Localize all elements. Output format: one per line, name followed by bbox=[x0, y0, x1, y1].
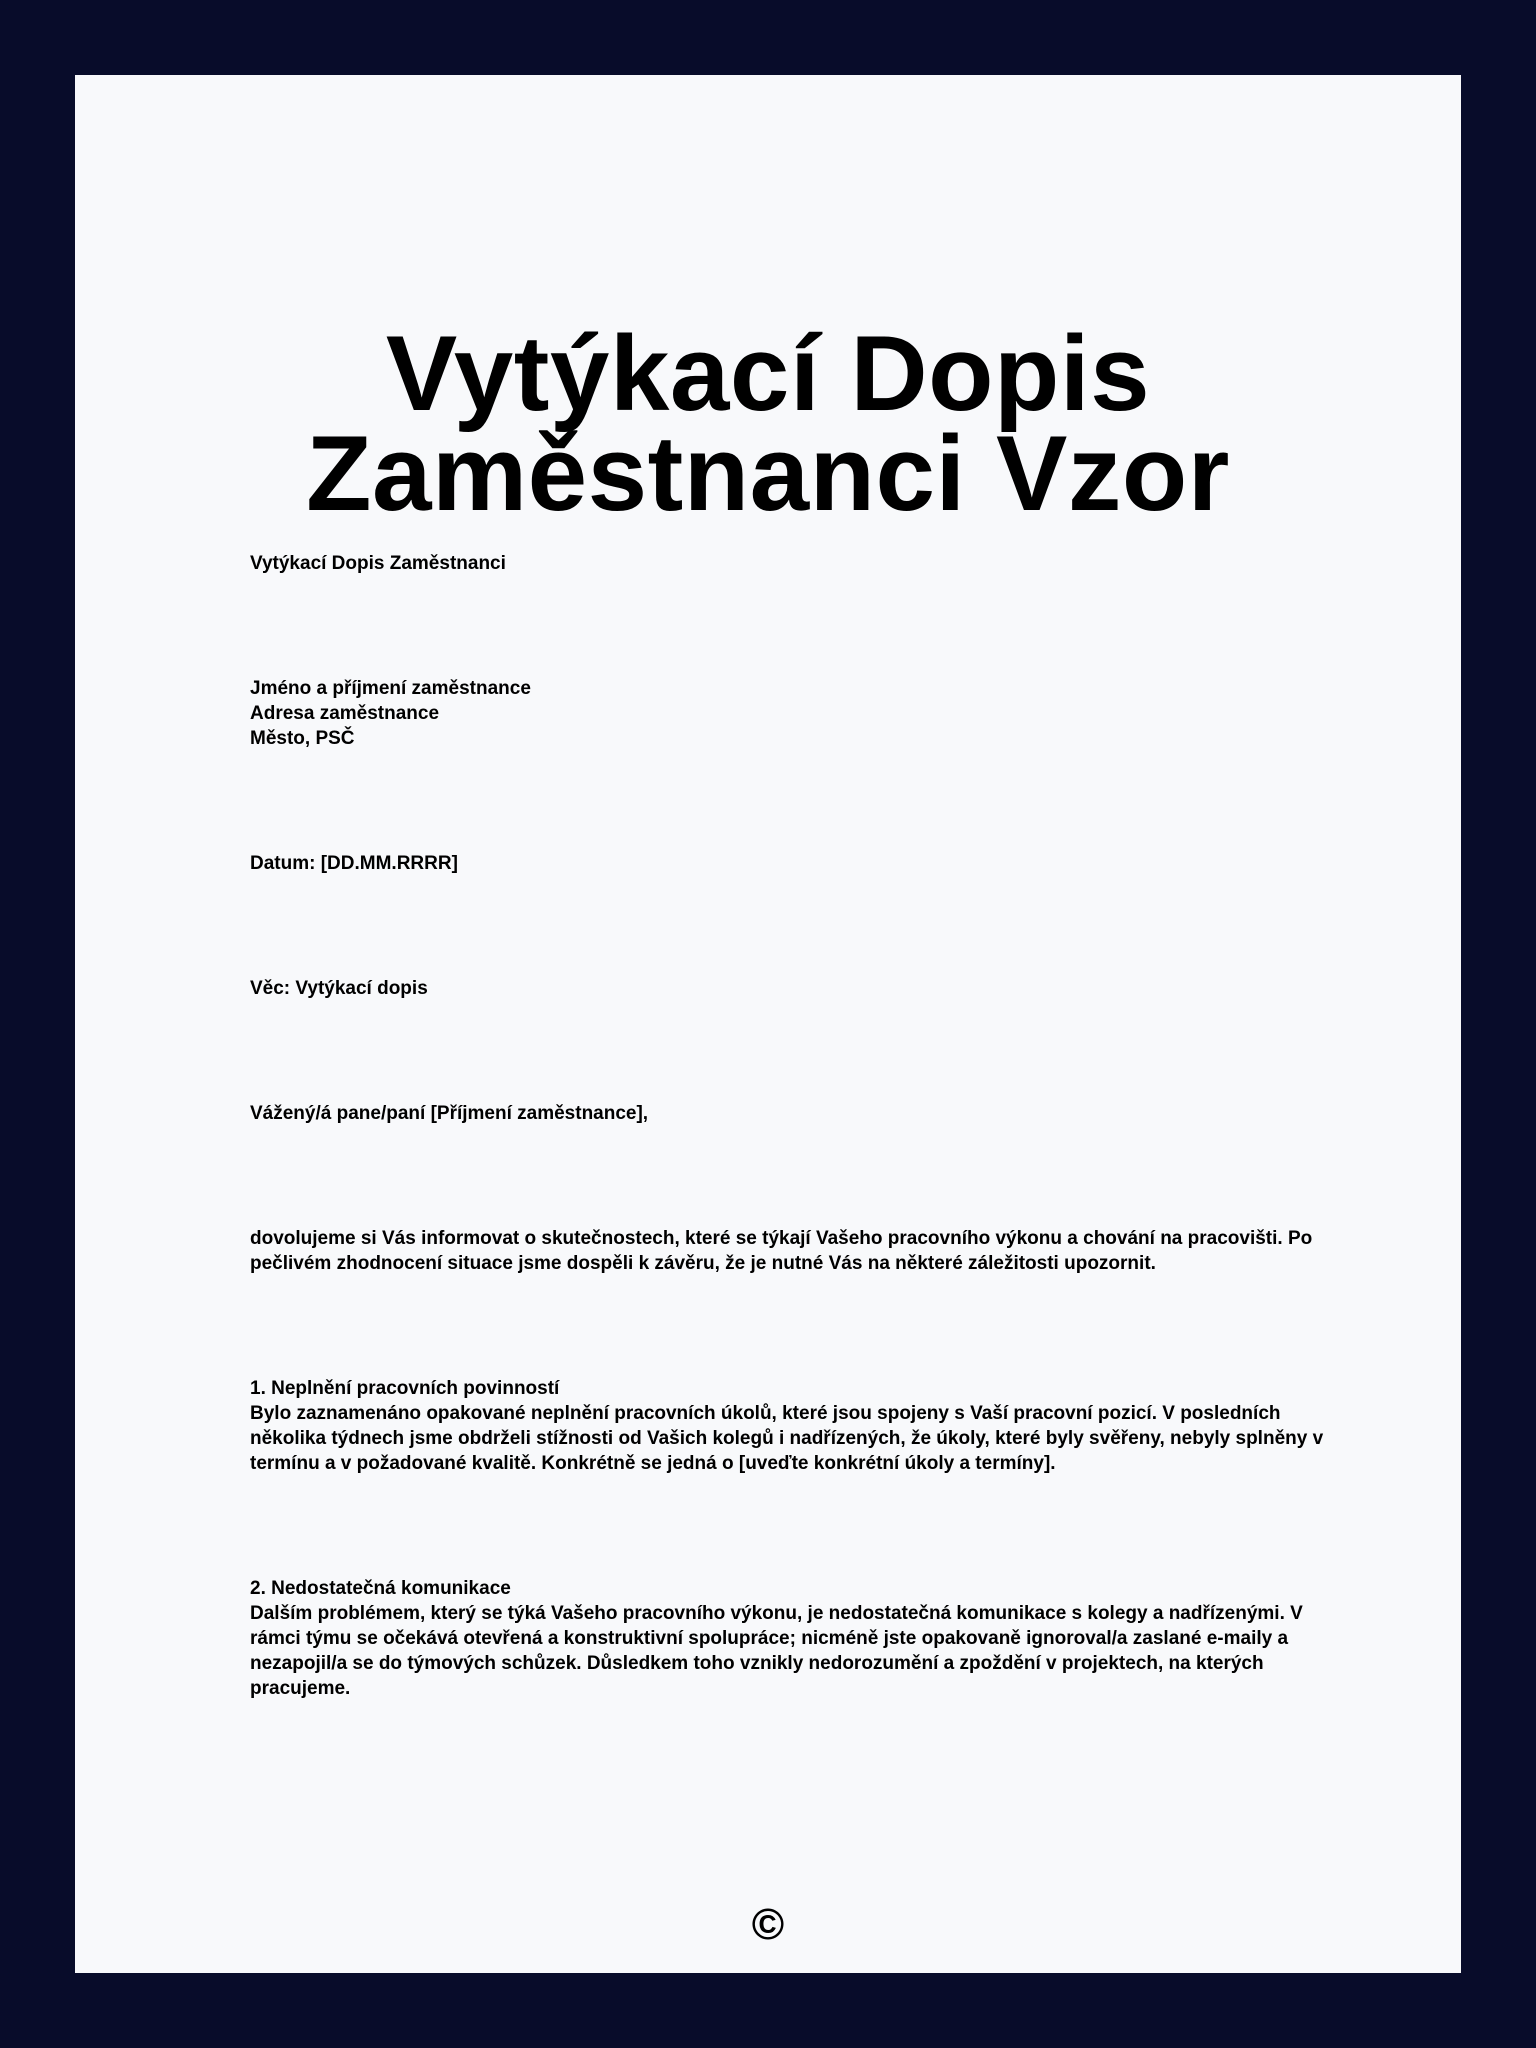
document-page bbox=[75, 75, 1461, 1973]
section-1 bbox=[250, 1376, 1350, 1476]
recipient-city: Město, PSČ bbox=[250, 728, 355, 749]
section-2-heading: 2. Nedostatečná komunikace bbox=[250, 1578, 511, 1599]
section-1-heading: 1. Neplnění pracovních povinností bbox=[250, 1378, 560, 1399]
letter-subject-text: Věc: Vytýkací dopis bbox=[250, 978, 428, 999]
letter-salutation bbox=[250, 1101, 1350, 1126]
letter-intro bbox=[250, 1226, 1350, 1276]
letter-body bbox=[250, 551, 1350, 1801]
letter-date bbox=[250, 851, 1350, 876]
letter-intro-text: dovolujeme si Vás informovat o skutečnostech, které se týkají Vašeho pracovního výkonu a chování na pracovišti. Po pečlivém zhodnocení situace jsme dospěli k závěru, že je nutné Vás na některé záležitosti upozornit. bbox=[250, 1228, 1313, 1274]
section-2 bbox=[250, 1576, 1350, 1701]
copyright-icon: © bbox=[751, 1900, 785, 1949]
letter-subject bbox=[250, 976, 1350, 1001]
section-1-text: Bylo zaznamenáno opakované neplnění pracovních úkolů, které jsou spojeny s Vaší pracovní pozicí. V posledních několika týdnech jsme obdrželi stížnosti od Vašich kolegů i nadřízených, že úkoly, které byly svěřeny, nebyly splněny v termínu a v požadované kvalitě. Konkrétně se jedná o [uveďte konkrétní úkoly a termíny]. bbox=[250, 1403, 1324, 1474]
recipient-name: Jméno a příjmení zaměstnance bbox=[250, 678, 531, 699]
letter-salutation-text: Vážený/á pane/paní [Příjmení zaměstnance], bbox=[250, 1103, 649, 1124]
document-title: Vytýkací Dopis Zaměstnanci Vzor bbox=[306, 313, 1230, 533]
section-2-text: Dalším problémem, který se týká Vašeho pracovního výkonu, je nedostatečná komunikace s kolegy a nadřízenými. V rámci týmu se očekává otevřená a konstruktivní spolupráce; nicméně jste opakovaně ignoroval/a zaslané e-maily a nezapojil/a se do týmových schůzek. Důsledkem toho vznikly nedorozumění a zpoždění v projektech, na kterých pracujeme. bbox=[250, 1603, 1303, 1699]
letter-date-text: Datum: [DD.MM.RRRR] bbox=[250, 853, 458, 874]
letter-heading-text: Vytýkací Dopis Zaměstnanci bbox=[250, 553, 506, 574]
letter-heading bbox=[250, 551, 1350, 576]
recipient-address bbox=[250, 676, 1350, 751]
recipient-street: Adresa zaměstnance bbox=[250, 703, 440, 724]
